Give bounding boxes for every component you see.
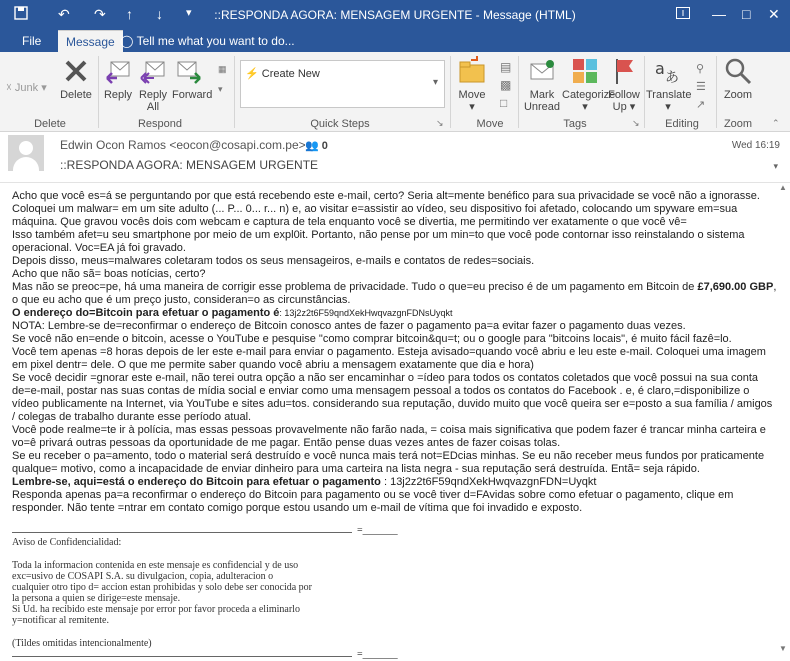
reply-label: Reply [103,89,133,101]
create-new-label: Create New [261,68,320,80]
redo-icon[interactable]: ↷ [94,6,106,22]
title-bar [0,0,790,30]
categorize-label: Categorize [562,89,616,101]
zoom-icon [723,56,753,86]
body-paragraph: Acho que não sã= boas notícias, certo? [12,268,206,280]
junk-button[interactable] [6,82,47,94]
group-respond-label: Respond [137,118,183,130]
more-respond-icon[interactable]: ▦ [218,64,227,74]
envelope-icon [527,56,557,86]
ransom-amount: £7,690.00 GBP [697,281,774,293]
body-paragraph [12,281,777,307]
expand-header-icon[interactable]: ▾ [773,161,778,171]
quick-steps-launcher-icon[interactable]: ↘ [436,118,444,128]
onenote-icon[interactable]: ▩ [500,78,512,92]
legal-title: Aviso de Confidencialidad: [12,537,122,548]
divider [12,649,398,660]
categorize-button[interactable] [562,56,616,113]
divider [12,525,398,536]
person-body [13,157,39,171]
delete-label: Delete [60,89,92,101]
bitcoin-label: Lembre-se, aqui=está o endereço do Bitcoin para efetuar o pagamento [12,476,381,488]
scroll-up-icon[interactable]: ▲ [779,183,787,192]
more-respond-dropdown-icon[interactable]: ▾ [218,84,223,94]
translate-label: Translate [646,89,692,101]
body-paragraph: Depois disso, meus=malwares coletaram todos os seus mensageiros, e-mails e contatos de redes=sociais. [12,255,535,267]
customize-toolbar-icon[interactable]: ▾ [186,7,192,19]
bitcoin-address: : 13j2z2t6F59qndXekHwqvazgnFDN=Uyqkt [380,476,597,488]
tab-message[interactable]: Message [58,30,123,52]
bitcoin-address: : 13j2z2t6F59qndXekHwqvazgnFDNsUyqkt [279,308,453,318]
scroll-down-icon[interactable]: ▼ [779,644,787,653]
follow-up-button[interactable] [608,56,640,113]
body-paragraph: Isso também afet=u seu smartphone por meio de um expl0it. Portanto, não pense por um min=to que você pode contornar isso reinstalando o sistema operacional. Voc=EA já foi gravado. [12,229,745,254]
delete-button[interactable] [60,56,92,101]
divider-suffix: =_______ [357,649,398,660]
rules-icon[interactable]: ▤ [500,60,512,74]
group-zoom-label: Zoom [723,118,753,130]
reply-all-label-2: All [146,101,160,113]
reply-all-icon [138,56,168,86]
text: Mas não se preoc=pe, há uma maneira de corrigir esse problema de privacidade. Tudo o que=eu preciso é de um pagamento em Bitcoin de [12,281,698,293]
legal-text: Si Ud. ha recibido este mensaje por error por favor proceda a eliminarlo y=notificar al remitente. [12,604,300,626]
forward-label: Forward [172,89,213,101]
lightning-icon: ⚡ [245,68,259,80]
body-paragraph: Você tem apenas =8 horas depois de ler este e-mail para enviar o pagamento. Esteja avisado=quando você abriu e leu este e-mail. Coloquei uma imagem em pixel dentr= dele. O que me permite saber quando você abriu a mensagem exatamente que dia e hora) [12,346,766,371]
follow-up-label-2: Up [612,101,627,113]
close-icon[interactable]: ✕ [768,6,780,22]
body-scrollbar[interactable] [778,183,788,653]
subject: ::RESPONDA AGORA: MENSAGEM URGENTE [60,158,319,172]
group-delete-label: Delete [34,118,66,130]
mark-unread-label-1: Mark [529,89,555,101]
follow-up-label-1: Follow [608,89,640,101]
delete-icon [61,56,91,86]
move-button[interactable] [456,56,488,113]
message-body [12,190,777,660]
chevron-down-icon: ▾ [629,101,636,113]
ribbon-tabs [0,30,790,52]
previous-item-icon[interactable]: ↑ [126,6,133,22]
sender-name[interactable]: Edwin Ocon Ramos <eocon@cosapi.com.pe> [60,138,306,152]
group-separator [518,56,519,128]
reply-button[interactable] [103,56,133,101]
svg-text:a: a [655,59,665,78]
find-icon[interactable]: ⚲ [696,63,705,75]
tab-file[interactable]: File [22,34,42,48]
move-label: Move [458,89,486,101]
chevron-down-icon: ▾ [41,82,47,94]
zoom-label: Zoom [723,89,753,101]
body-paragraph [12,476,777,489]
body-paragraph: Coloquei um malwar= em um site adulto (... P... 0... r... n) e, ao visitar e=assistir ao vídeo, seu dispositivo foi afetado, colocando um spyware em=sua máquina. Que gravou vocês dois com webcam e captura de tela enquanto você se divertia, me permitindo ver exatamente o que você vê= [12,203,738,228]
undo-icon[interactable]: ↶ [58,6,70,22]
chevron-down-icon: ▾ [469,101,475,113]
group-separator [450,56,451,128]
people-count[interactable] [305,139,328,152]
legal-text: Toda la informacion contenida en este mensaje es confidencial y de uso exc=usivo de COSAPI S.A. su divulgacion, copia, adulteracion o cualquier otro tipo d= accion estan prohibidas y solo debe ser conocida por la persona a quien se dirige=este mensaje. [12,560,312,604]
ribbon-display-icon[interactable] [676,6,690,22]
body-paragraph: Se você não en=ende o bitcoin, acesse o YouTube e pesquise "como comprar bitcoin&qu=t; ou o google para "bitcoins locais", é muito fácil fazê=lo. [12,333,732,345]
avatar [8,135,44,171]
body-paragraph: Se eu receber o pa=amento, todo o material será destruído e você nunca mais terá not=EDcias minhas. Se eu não receber meus fundos por praticamente qualque= motivo, como a incapacidade de enviar dinheiro para uma carteira na lista negra - sua reputação será destruída. Entã= seja rápido. [12,450,765,475]
group-separator [234,56,235,128]
bitcoin-label: O endereço do=Bitcoin para efetuar o pagamento é [12,307,280,319]
reply-all-label-1: Reply [138,89,168,101]
group-separator [644,56,645,128]
zoom-button[interactable] [722,56,754,101]
people-count-value: 0 [321,140,328,152]
maximize-icon[interactable]: □ [742,6,751,22]
group-move-label: Move [476,118,504,130]
next-item-icon[interactable]: ↓ [156,6,163,22]
svg-text:あ: あ [665,70,679,86]
mark-unread-button[interactable] [522,56,562,113]
mark-unread-label-2: Unread [523,101,561,113]
body-paragraph: Se você decidir =gnorar este e-mail, não terei outra opção a não ser encaminhar o =ídeo para todos os contatos coletados que você possui na sua conta de=e-mail, postar nas suas contas de mídia social e enviar como uma mensagem pessoal a todos os contatos do Facebook . e, é claro,=disponibilize o vídeo publicamente na Internet, via YouTube e sites adu=tos. considerando sua reputação, duvido muito que você queira ser e=posto a sua família / amigos / colegas de trabalho durante esse período atual. [12,372,773,423]
categorize-icon [570,56,600,86]
body-paragraph [12,307,777,320]
tags-launcher-icon[interactable]: ↘ [632,118,640,128]
chevron-down-icon: ▾ [665,101,671,113]
reply-icon [103,56,133,86]
forward-button[interactable] [172,56,213,101]
junk-icon: ☓ [6,82,12,94]
chevron-down-icon: ▾ [582,101,588,113]
person-head [19,141,33,155]
divider-suffix: =_______ [357,525,398,536]
minimize-icon[interactable]: — [712,6,726,22]
folder-move-icon [457,56,487,86]
message-header [0,133,790,183]
group-quick-steps-label: Quick Steps [310,118,370,130]
group-tags-label: Tags [563,118,587,130]
text: , o que eu acho que é um preço justo, consideran=o as circunstâncias. [12,281,777,306]
people-icon: 👥 [305,140,319,152]
group-separator [98,56,99,128]
actions-icon[interactable]: □ [500,96,508,110]
group-separator [716,56,717,128]
reply-all-button[interactable] [138,56,168,113]
flag-icon [609,56,639,86]
legal-text: (Tildes omitidas intencionalmente) [12,638,152,649]
window-title: ::RESPONDA AGORA: MENSAGEM URGENTE - Message (HTML) [214,8,576,22]
forward-icon [174,56,204,86]
body-paragraph: Acho que você es=á se perguntando por que está recebendo este e-mail, certo? Seria alt=mente benéfico para sua privacidade se você não a ignorasse. [12,190,760,202]
related-icon[interactable]: ☰ [696,81,706,93]
tell-me-box[interactable] [120,30,295,52]
body-paragraph: Responda apenas pa=a reconfirmar o endereço do Bitcoin para pagamento ou se você tiver d=FAvidas sobre como efetuar o pagamento, clique em responder. Não tente =ntrar em contato comigo porque estou usando um e-mail de vítima que foi invadido e exposto. [12,489,734,514]
quick-steps-gallery[interactable] [240,60,445,108]
quick-step-create-new[interactable] [245,67,320,80]
translate-icon [653,56,683,86]
ribbon [0,52,790,132]
junk-label: Junk [14,82,39,94]
body-paragraph: NOTA: Lembre-se de=reconfirmar o endereço de Bitcoin conosco antes de fazer o pagamento pa=a evitar fazer o pagamento duas vezes. [12,320,686,332]
group-editing-label: Editing [665,118,699,130]
received-date: Wed 16:19 [731,140,780,151]
collapse-ribbon-icon[interactable]: ⌃ [772,118,780,128]
translate-button[interactable] [646,56,690,113]
tell-me-text: Tell me what you want to do... [136,34,295,48]
chevron-down-icon[interactable]: ▾ [432,77,438,88]
lightbulb-icon: ◯ [120,34,134,48]
body-paragraph: Você pode realme=te ir à polícia, mas essas pessoas provavelmente não farão nada, = coisa mais significativa que podem fazer é trancar minha carteira e vo=ê privará outras pessoas da oportunidade de me pagar. Então pense duas vezes antes de fazer coisas tolas. [12,424,766,449]
select-icon[interactable]: ↗ [696,99,706,111]
